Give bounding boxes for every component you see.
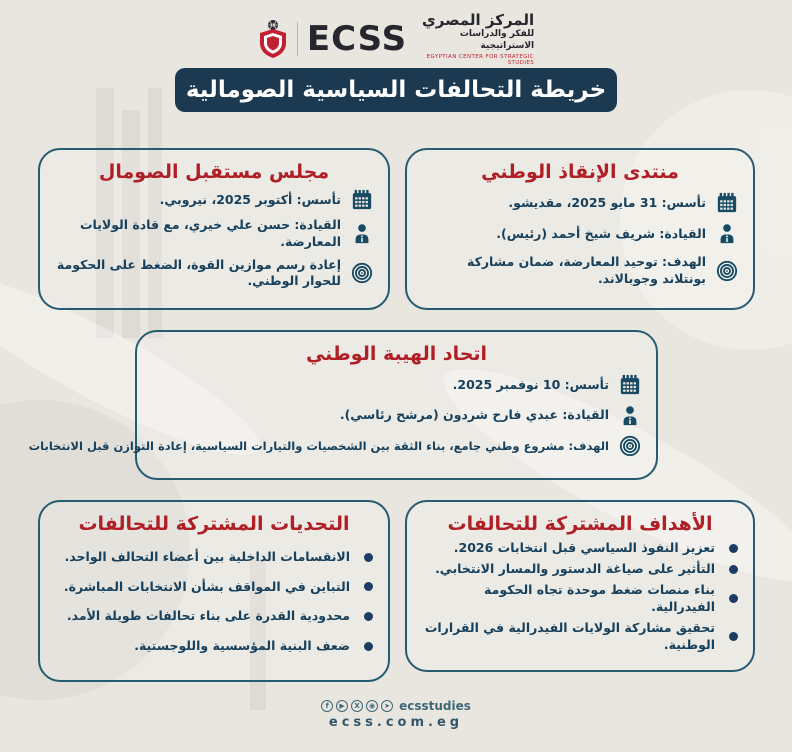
founded-row (422, 192, 738, 214)
bullet-icon (364, 582, 373, 591)
telegram-icon[interactable]: ➤ (381, 700, 393, 712)
bullet-icon (729, 594, 738, 603)
challenge-item (55, 638, 373, 655)
goal-item (422, 620, 738, 654)
leadership-text: القيادة: عبدي فارح شردون (مرشح رئاسي). (339, 407, 609, 423)
card-prestige-union (28, 330, 658, 480)
leadership-text: القيادة: حسن علي خيري، مع قادة الولايات المعارضة. (79, 217, 341, 250)
leadership-row (55, 217, 373, 251)
challenge-item (55, 579, 373, 596)
goal-text: تعزيز النفوذ السياسي قبل انتخابات 2026. (453, 539, 715, 555)
card-shared-challenges (38, 500, 390, 682)
person-icon (716, 223, 738, 245)
bullet-icon (729, 632, 738, 641)
challenge-text: ضعف البنية المؤسسية واللوجستية. (134, 638, 350, 654)
founded-text: تأسس: 31 مايو 2025، مقديشو. (508, 194, 706, 210)
bullet-icon (364, 612, 373, 621)
leadership-row (422, 223, 738, 245)
calendar-icon (351, 189, 373, 211)
target-icon (619, 435, 641, 457)
logo-arabic-line1: المركز المصري (421, 11, 535, 29)
social-icons (321, 700, 393, 712)
bullet-icon (364, 642, 373, 651)
goal-text: إعادة رسم موازين القوة، الضغط على الحكومة للحوار الوطني. (56, 256, 341, 289)
goal-text: تحقيق مشاركة الولايات الفيدرالية في القرارات الوطنية. (424, 620, 715, 652)
target-icon (716, 260, 738, 282)
x-twitter-icon[interactable]: X (351, 700, 363, 712)
social-handle: ecsstudies (399, 699, 471, 713)
challenge-item (55, 608, 373, 625)
instagram-icon[interactable]: ◉ (366, 700, 378, 712)
founded-text: تأسس: 10 نوفمبر 2025. (452, 376, 609, 392)
goal-item (422, 540, 738, 557)
page-title: خريطة التحالفات السياسية الصومالية (175, 68, 617, 112)
calendar-icon (716, 192, 738, 214)
card-title: اتحاد الهيبة الوطني (305, 343, 488, 365)
card-title: منتدى الإنقاذ الوطني (481, 161, 679, 183)
footer (0, 699, 792, 730)
card-shared-goals (405, 500, 755, 672)
card-title: الأهداف المشتركة للتحالفات (447, 513, 713, 535)
youtube-icon[interactable]: ▶ (336, 700, 348, 712)
challenge-text: التباين في المواقف بشأن الانتخابات المباشرة. (63, 578, 350, 594)
goal-row (55, 257, 373, 291)
calendar-icon (619, 374, 641, 396)
goal-item (422, 582, 738, 616)
founded-text: تأسس: أكتوبر 2025، نيروبي. (159, 192, 341, 208)
logo-arabic-name (416, 12, 534, 66)
person-icon (351, 223, 373, 245)
leadership-row (152, 405, 641, 427)
person-icon (619, 405, 641, 427)
bullet-icon (729, 565, 738, 574)
logo-arabic-line2: للفكر والدراسات الاستراتيجية (459, 29, 535, 51)
goal-text: بناء منصات ضغط موحدة تجاه الحكومة الفيدرالية. (484, 582, 715, 614)
ecss-logo-shield-icon (258, 19, 288, 59)
founded-row (55, 189, 373, 211)
bullet-icon (729, 544, 738, 553)
logo-wordmark: ECSS (306, 18, 408, 59)
website-url[interactable]: ecss.com.eg (328, 715, 464, 730)
goal-text: التأثير على صياغة الدستور والمسار الانتخابي. (435, 561, 715, 577)
target-icon (351, 262, 373, 284)
challenge-text: محدودية القدرة على بناء تحالفات طويلة الأمد. (66, 608, 350, 624)
goal-text: الهدف: مشروع وطني جامع، بناء الثقة بين الشخصيات والتيارات السياسية، إعادة التوازن قبل الانتخابات (28, 438, 609, 453)
card-title: التحديات المشتركة للتحالفات (78, 513, 350, 535)
challenge-text: الانقسامات الداخلية بين أعضاء التحالف الواحد. (64, 548, 350, 564)
goal-row (28, 435, 641, 457)
goal-row (422, 254, 738, 288)
card-salvation-forum (405, 148, 755, 310)
brand-header (0, 12, 792, 66)
challenge-item (55, 549, 373, 566)
bullet-icon (364, 553, 373, 562)
logo-english-name: EGYPTIAN CENTER FOR STRATEGIC STUDIES (426, 53, 535, 66)
founded-row (152, 374, 641, 396)
goal-item (422, 561, 738, 578)
leadership-text: القيادة: شريف شيخ أحمد (رئيس). (496, 225, 706, 241)
card-title: مجلس مستقبل الصومال (98, 161, 330, 183)
logo-divider (297, 22, 298, 56)
goal-text: الهدف: توحيد المعارضة، ضمان مشاركة بونتلاند وجوبالاند. (467, 253, 706, 286)
facebook-icon[interactable]: f (321, 700, 333, 712)
card-future-council (38, 148, 390, 310)
